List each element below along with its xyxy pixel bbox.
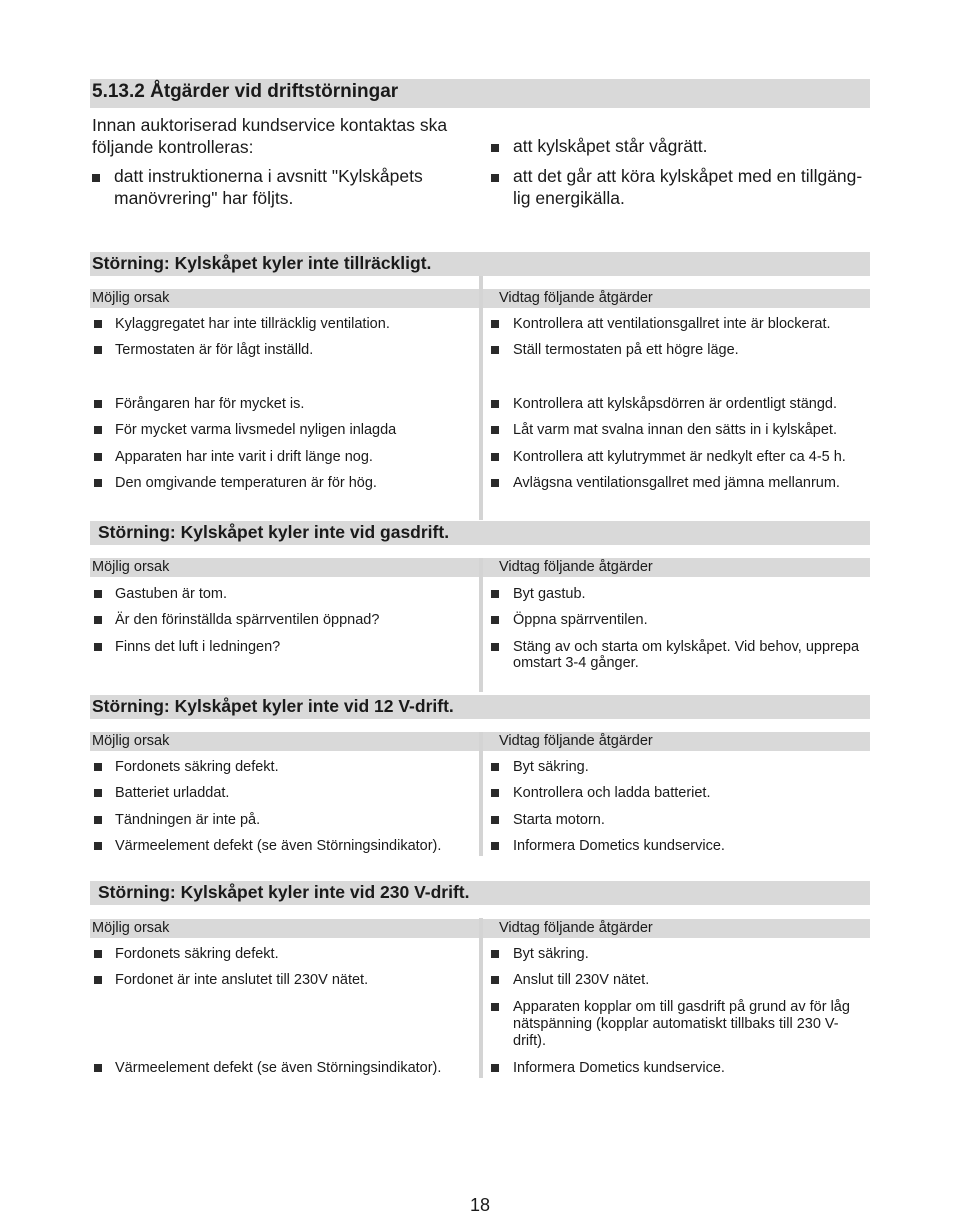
bullet-icon bbox=[491, 1064, 499, 1072]
intro-line-1: Innan auktoriserad kundservice kontaktas ska bbox=[92, 115, 448, 135]
bullet-icon bbox=[491, 174, 499, 182]
column-divider bbox=[479, 918, 483, 1078]
action-item: Ställ termostaten på ett högre läge. bbox=[513, 342, 739, 358]
cause-item: Tändningen är inte på. bbox=[115, 812, 261, 828]
bullet-icon bbox=[94, 453, 102, 461]
action-item: Kontrollera och ladda batteriet. bbox=[513, 785, 711, 801]
column-divider bbox=[479, 558, 483, 692]
bullet-icon bbox=[94, 976, 102, 984]
bullet-icon bbox=[94, 950, 102, 958]
cause-item: Gastuben är tom. bbox=[115, 586, 228, 602]
bullet-icon bbox=[491, 789, 499, 797]
column-header-action: Vidtag följande åtgärder bbox=[499, 559, 653, 575]
bullet-icon bbox=[491, 976, 499, 984]
action-item: Kontrollera att ventilationsgallret inte är blockerat. bbox=[513, 316, 831, 332]
bullet-icon bbox=[491, 1003, 499, 1011]
bullet-icon bbox=[491, 816, 499, 824]
action-item: omstart 3-4 gånger. bbox=[513, 655, 639, 671]
intro-check-item: att det går att köra kylskåpet med en tillgäng- bbox=[513, 166, 863, 186]
bullet-icon bbox=[491, 320, 499, 328]
column-header-action: Vidtag följande åtgärder bbox=[499, 733, 653, 749]
action-item: Avlägsna ventilationsgallret med jämna mellanrum. bbox=[513, 475, 840, 491]
cause-item: Termostaten är för lågt inställd. bbox=[115, 342, 314, 358]
bullet-icon bbox=[491, 479, 499, 487]
bullet-icon bbox=[491, 643, 499, 651]
intro-bullet-line: manövrering" har följts. bbox=[114, 188, 294, 208]
cause-item: Förångaren har för mycket is. bbox=[115, 396, 305, 412]
bullet-icon bbox=[94, 400, 102, 408]
page-number: 18 bbox=[469, 1195, 491, 1215]
bullet-icon bbox=[491, 426, 499, 434]
cause-item: Kylaggregatet har inte tillräcklig ventilation. bbox=[115, 316, 390, 332]
cause-item: För mycket varma livsmedel nyligen inlagda bbox=[115, 422, 397, 438]
bullet-icon bbox=[491, 346, 499, 354]
bullet-icon bbox=[491, 842, 499, 850]
bullet-icon bbox=[92, 174, 100, 182]
bullet-icon bbox=[491, 453, 499, 461]
bullet-icon bbox=[491, 590, 499, 598]
bullet-icon bbox=[94, 643, 102, 651]
bullet-icon bbox=[491, 616, 499, 624]
action-item: Kontrollera att kylutrymmet är nedkylt efter ca 4-5 h. bbox=[513, 449, 846, 465]
intro-line-2: följande kontrolleras: bbox=[92, 137, 254, 157]
bullet-icon bbox=[94, 816, 102, 824]
action-item: Apparaten kopplar om till gasdrift på grund av för låg bbox=[513, 999, 850, 1015]
action-item: Starta motorn. bbox=[513, 812, 605, 828]
bullet-icon bbox=[94, 590, 102, 598]
action-item: drift). bbox=[513, 1033, 547, 1049]
bullet-icon bbox=[491, 950, 499, 958]
cause-item: Apparaten har inte varit i drift länge nog. bbox=[115, 449, 373, 465]
bullet-icon bbox=[94, 426, 102, 434]
action-item: Byt säkring. bbox=[513, 946, 589, 962]
intro-bullet-line: datt instruktionerna i avsnitt "Kylskåpets bbox=[114, 166, 423, 186]
section-heading: Störning: Kylskåpet kyler inte tillräckligt. bbox=[92, 253, 432, 273]
bullet-icon bbox=[491, 400, 499, 408]
action-item: Informera Dometics kundservice. bbox=[513, 1060, 725, 1076]
cause-item: Batteriet urladdat. bbox=[115, 785, 230, 801]
cause-item: Finns det luft i ledningen? bbox=[115, 639, 281, 655]
bullet-icon bbox=[94, 763, 102, 771]
column-header-cause: Möjlig orsak bbox=[92, 559, 170, 575]
bullet-icon bbox=[94, 789, 102, 797]
cause-item: Fordonets säkring defekt. bbox=[115, 946, 279, 962]
cause-item: Värmeelement defekt (se även Störningsindikator). bbox=[115, 1060, 442, 1076]
bullet-icon bbox=[491, 144, 499, 152]
bullet-icon bbox=[94, 320, 102, 328]
intro-check-item: att kylskåpet står vågrätt. bbox=[513, 136, 708, 156]
column-header-cause: Möjlig orsak bbox=[92, 290, 170, 306]
action-item: Stäng av och starta om kylskåpet. Vid behov, upprepa bbox=[513, 639, 860, 655]
action-item: Informera Dometics kundservice. bbox=[513, 838, 725, 854]
column-header-cause: Möjlig orsak bbox=[92, 733, 170, 749]
column-header-action: Vidtag följande åtgärder bbox=[499, 920, 653, 936]
column-divider bbox=[479, 276, 483, 520]
cause-item: Den omgivande temperaturen är för hög. bbox=[115, 475, 377, 491]
column-header-cause: Möjlig orsak bbox=[92, 920, 170, 936]
cause-item: Är den förinställda spärrventilen öppnad? bbox=[115, 612, 380, 628]
intro-check-item: lig energikälla. bbox=[513, 188, 625, 208]
column-header-action: Vidtag följande åtgärder bbox=[499, 290, 653, 306]
action-item: Byt säkring. bbox=[513, 759, 589, 775]
cause-item: Värmeelement defekt (se även Störningsindikator). bbox=[115, 838, 442, 854]
bullet-icon bbox=[94, 346, 102, 354]
page-title: 5.13.2 Åtgärder vid driftstörningar bbox=[92, 81, 399, 102]
action-item: nätspänning (kopplar automatiskt tillbaks till 230 V- bbox=[513, 1016, 839, 1032]
section-heading: Störning: Kylskåpet kyler inte vid 230 V-drift. bbox=[98, 882, 470, 902]
cause-item: Fordonets säkring defekt. bbox=[115, 759, 279, 775]
bullet-icon bbox=[491, 763, 499, 771]
action-item: Öppna spärrventilen. bbox=[513, 612, 648, 628]
bullet-icon bbox=[94, 842, 102, 850]
cause-item: Fordonet är inte anslutet till 230V nätet. bbox=[115, 972, 369, 988]
action-item: Anslut till 230V nätet. bbox=[513, 972, 650, 988]
action-item: Kontrollera att kylskåpsdörren är ordentligt stängd. bbox=[513, 396, 838, 412]
section-heading: Störning: Kylskåpet kyler inte vid gasdrift. bbox=[98, 522, 450, 542]
action-item: Låt varm mat svalna innan den sätts in i kylskåpet. bbox=[513, 422, 837, 438]
bullet-icon bbox=[94, 479, 102, 487]
bullet-icon bbox=[94, 616, 102, 624]
bullet-icon bbox=[94, 1064, 102, 1072]
action-item: Byt gastub. bbox=[513, 586, 586, 602]
section-heading: Störning: Kylskåpet kyler inte vid 12 V-drift. bbox=[92, 696, 454, 716]
